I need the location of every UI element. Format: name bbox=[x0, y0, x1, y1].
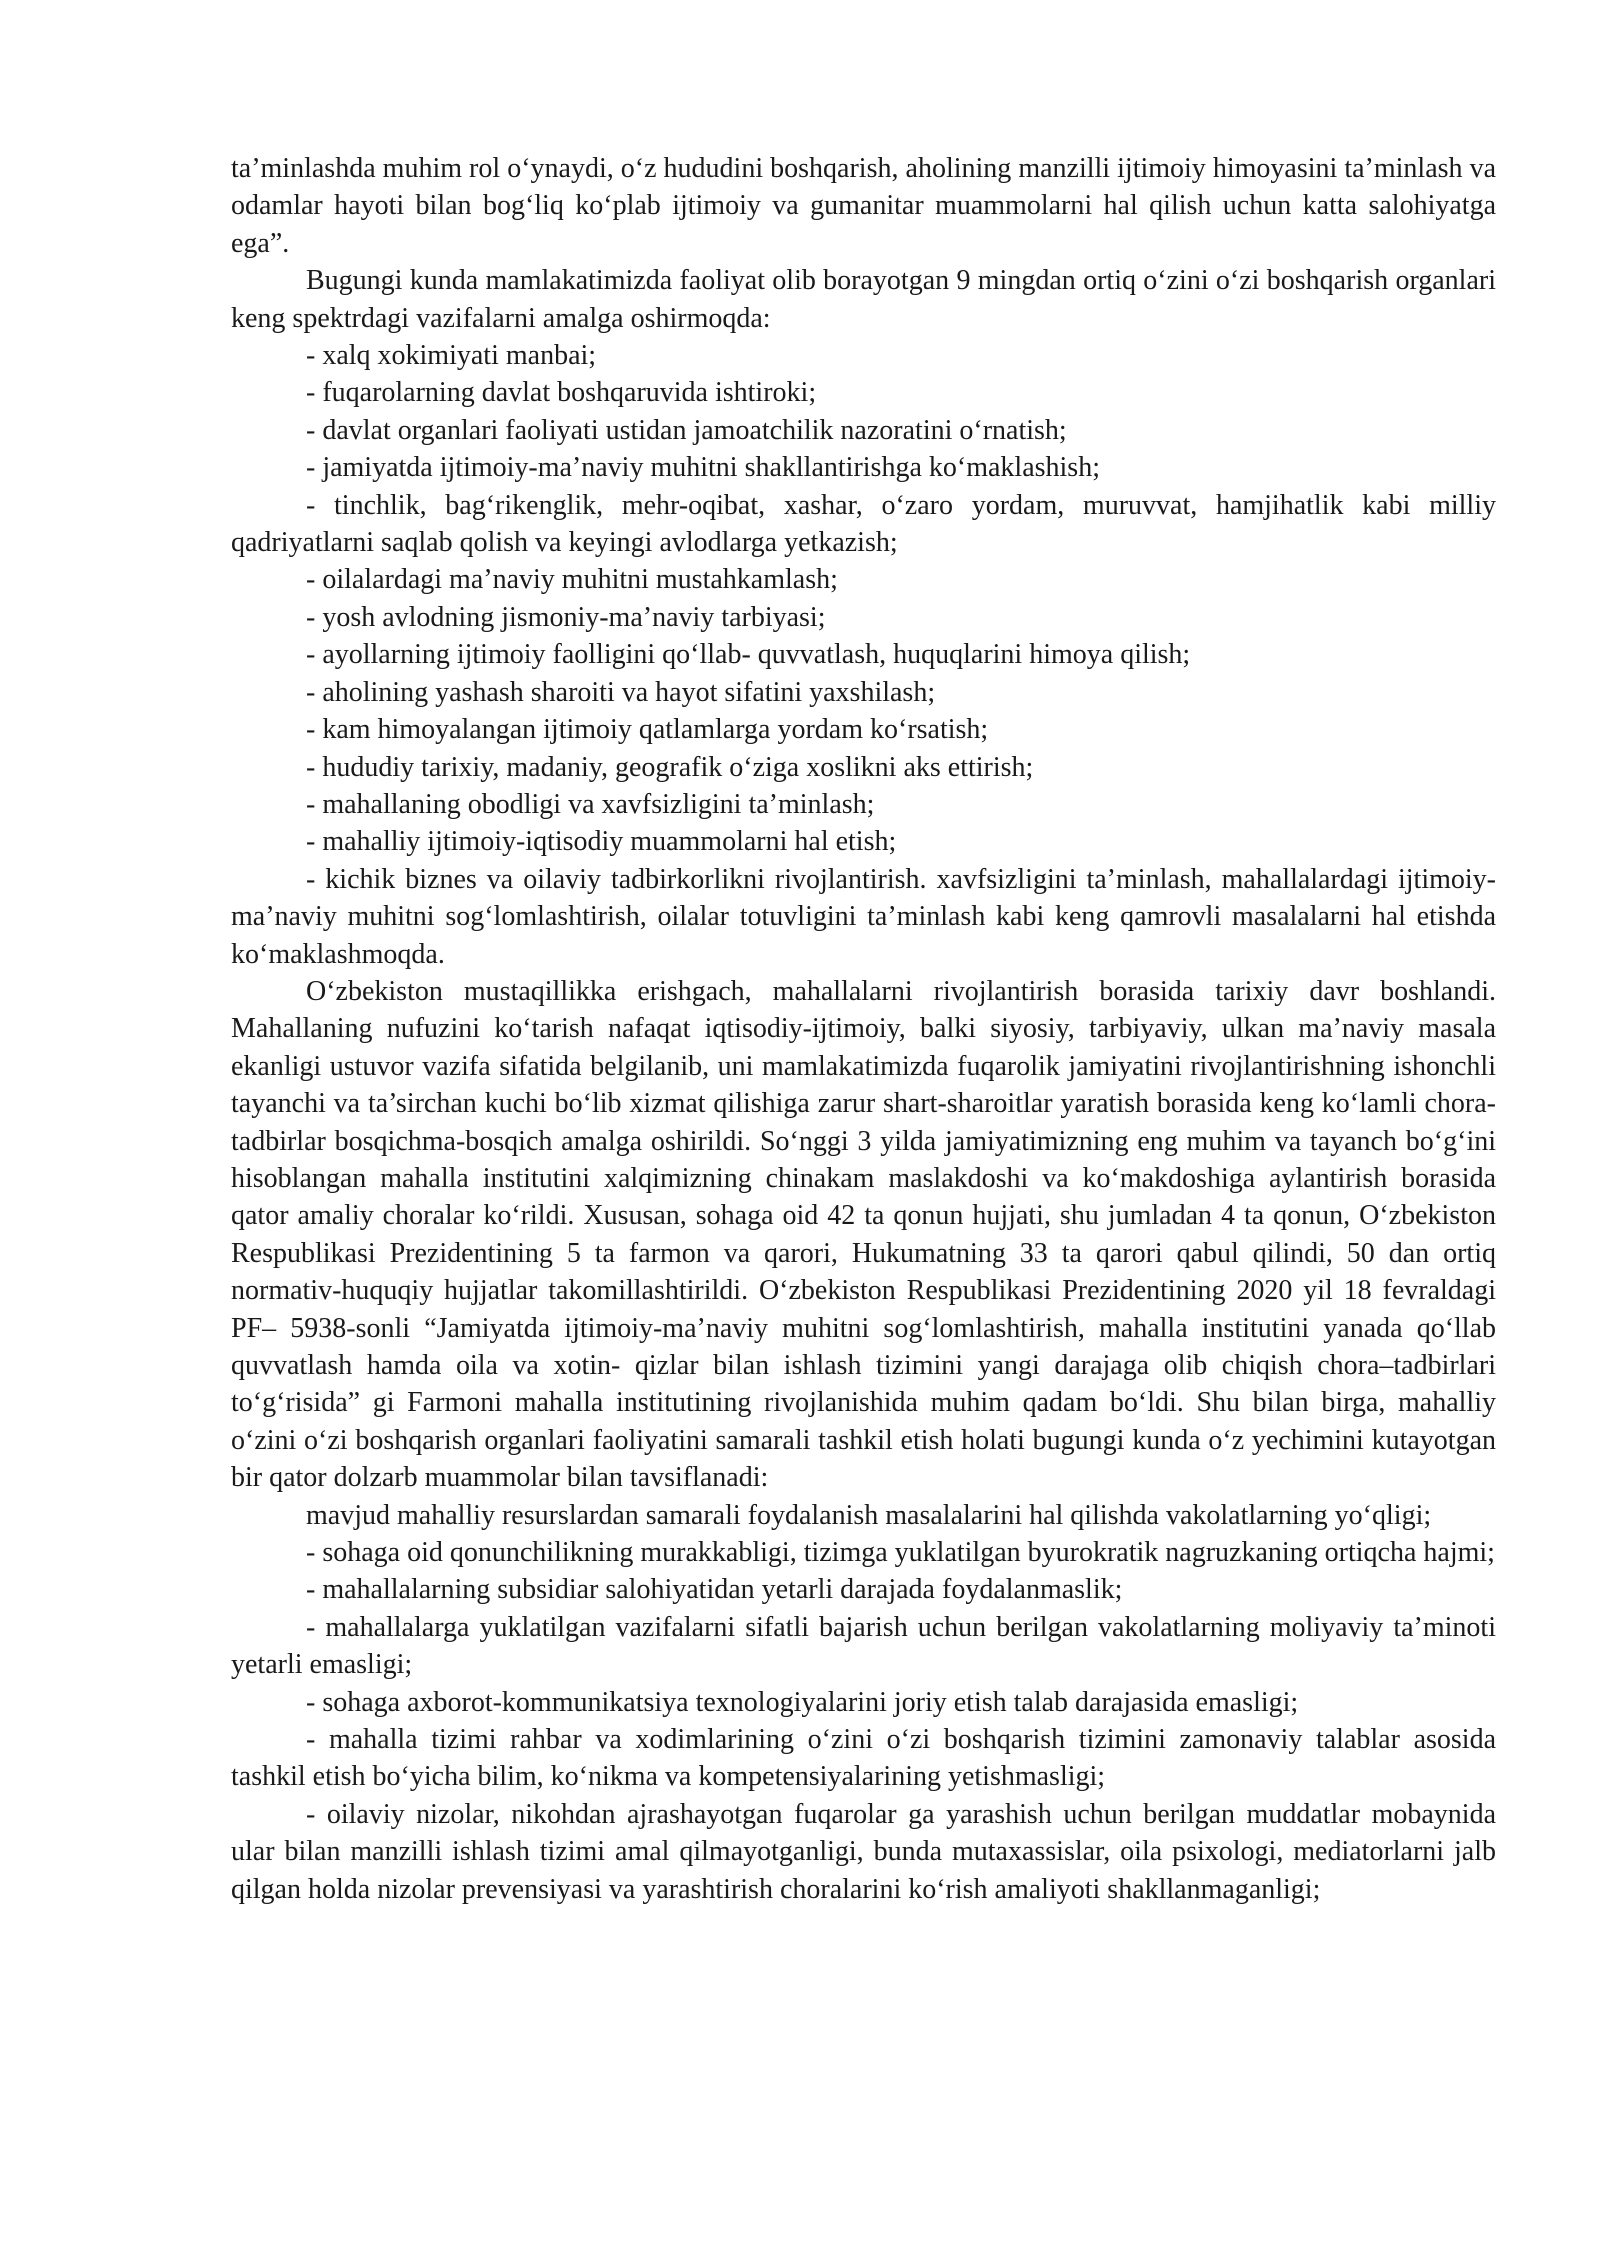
list-item: - kam himoyalangan ijtimoiy qatlamlarga yordam ko‘rsatish; bbox=[306, 714, 989, 746]
list-item: - sohaga axborot-kommunikatsiya texnologiyalarini joriy etish talab darajasida emasligi; bbox=[306, 1686, 1299, 1718]
list-item: - ayollarning ijtimoiy faolligini qo‘llab- quvvatlash, huquqlarini himoya qilish; bbox=[306, 639, 1191, 671]
list-item: - tinchlik, bag‘rikenglik, mehr-oqibat, xashar, o‘zaro yordam, muruvvat, hamjihatlik kabi milliy qadriyatlarni saqlab qolish va keyingi avlodlarga yetkazish; bbox=[231, 489, 1496, 559]
list-item: - xalq xokimiyati manbai; bbox=[306, 340, 597, 372]
list-item: - davlat organlari faoliyati ustidan jamoatchilik nazoratini o‘rnatish; bbox=[306, 414, 1067, 446]
list-item: - aholining yashash sharoiti va hayot sifatini yaxshilash; bbox=[306, 676, 936, 708]
list-item: - fuqarolarning davlat boshqaruvida ishtiroki; bbox=[306, 377, 817, 409]
document-page bbox=[231, 150, 1496, 1908]
list-item: - mahalliy ijtimoiy-iqtisodiy muammolarni hal etish; bbox=[306, 826, 897, 858]
list-item: - kichik biznes va oilaviy tadbirkorlikni rivojlantirish. xavfsizligini ta’minlash, mahallalardagi ijtimoiy-ma’naviy muhitni sog‘lomlashtirish, oilalar totuvligini ta’minlash kabi keng qamrovli masalalarni hal etishda ko‘maklashmoqda. bbox=[231, 863, 1496, 970]
list-item: - mahallaning obodligi va xavfsizligini ta’minlash; bbox=[306, 788, 875, 820]
list-item: - mahallalarning subsidiar salohiyatidan yetarli darajada foydalanmaslik; bbox=[306, 1574, 1123, 1606]
list-item: - jamiyatda ijtimoiy-ma’naviy muhitni shakllantirishga ko‘maklashish; bbox=[306, 452, 1100, 484]
list-item: mavjud mahalliy resurslardan samarali foydalanish masalalarini hal qilishda vakolatlarning yo‘qligi; bbox=[306, 1499, 1432, 1531]
list-item: - oilaviy nizolar, nikohdan ajrashayotgan fuqarolar ga yarashish uchun berilgan muddatlar mobaynida ular bilan manzilli ishlash tizimi amal qilmayotganligi, bunda mutaxassislar, oila psixologi, mediatorlarni jalb qilgan holda nizolar prevensiyasi va yarashtirish choralarini ko‘rish amaliyoti shakllanmaganligi; bbox=[231, 1798, 1496, 1905]
paragraph-intro-continuation: ta’minlashda muhim rol o‘ynaydi, o‘z hududini boshqarish, aholining manzilli ijtimoiy himoyasini ta’minlash va odamlar hayoti bilan bog‘liq ko‘plab ijtimoiy va gumanitar muammolarni hal qilish uchun katta salohiyatga ega”. bbox=[231, 153, 1496, 259]
list-item: - hududiy tarixiy, madaniy, geografik o‘ziga xoslikni aks ettirish; bbox=[306, 751, 1034, 783]
paragraph-self-government-tasks: Bugungi kunda mamlakatimizda faoliyat olib borayotgan 9 mingdan ortiq o‘zini o‘zi boshqarish organlari keng spektrdagi vazifalarni amalga oshirmoqda: bbox=[231, 265, 1496, 334]
list-item: - sohaga oid qonunchilikning murakkabligi, tizimga yuklatilgan byurokratik nagruzkaning ortiqcha hajmi; bbox=[306, 1537, 1495, 1569]
paragraph-independence-history: O‘zbekiston mustaqillikka erishgach, mahallalarni rivojlantirish borasida tarixiy davr boshlandi. Mahallaning nufuzini ko‘tarish nafaqat iqtisodiy-ijtimoiy, balki siyosiy, tarbiyaviy, ulkan ma’naviy masala ekanligi ustuvor vazifa sifatida belgilanib, uni mamlakatimizda fuqarolik jamiyatini rivojlantirishning ishonchli tayanchi va ta’sirchan kuchi bo‘lib xizmat qilishiga zarur shart-sharoitlar yaratish borasida keng ko‘lamli chora-tadbirlar bosqichma-bosqich amalga oshirildi. So‘nggi 3 yilda jamiyatimizning eng muhim va tayanch bo‘g‘ini hisoblangan mahalla institutini xalqimizning chinakam maslakdoshi va ko‘makdoshiga aylantirish borasida qator amaliy choralar ko‘rildi. Xususan, sohaga oid 42 ta qonun hujjati, shu jumladan 4 ta qonun, O‘zbekiston Respublikasi Prezidentining 5 ta farmon va qarori, Hukumatning 33 ta qarori qabul qilindi, 50 dan ortiq normativ-huquqiy hujjatlar takomillashtirildi. O‘zbekiston Respublikasi Prezidentining 2020 yil 18 fevraldagi PF– 5938-sonli “Jamiyatda ijtimoiy-ma’naviy muhitni sog‘lomlashtirish, mahalla institutini yanada qo‘llab quvvatlash hamda oila va xotin- qizlar bilan ishlash tizimini yangi darajaga olib chiqish chora–tadbirlari to‘g‘risida” gi Farmoni mahalla institutining rivojlanishida muhim qadam bo‘ldi. Shu bilan birga, mahalliy o‘zini o‘zi boshqarish organlari faoliyatini samarali tashkil etish holati bugungi kunda o‘z yechimini kutayotgan bir qator dolzarb muammolar bilan tavsiflanadi: bbox=[231, 975, 1496, 1494]
list-item: - mahallalarga yuklatilgan vazifalarni sifatli bajarish uchun berilgan vakolatlarning moliyaviy ta’minoti yetarli emasligi; bbox=[231, 1611, 1496, 1681]
list-item: - yosh avlodning jismoniy-ma’naviy tarbiyasi; bbox=[306, 601, 826, 633]
list-item: - oilalardagi ma’naviy muhitni mustahkamlash; bbox=[306, 564, 838, 596]
list-item: - mahalla tizimi rahbar va xodimlarining o‘zini o‘zi boshqarish tizimini zamonaviy talablar asosida tashkil etish bo‘yicha bilim, ko‘nikma va kompetensiyalarining yetishmasligi; bbox=[231, 1724, 1496, 1793]
